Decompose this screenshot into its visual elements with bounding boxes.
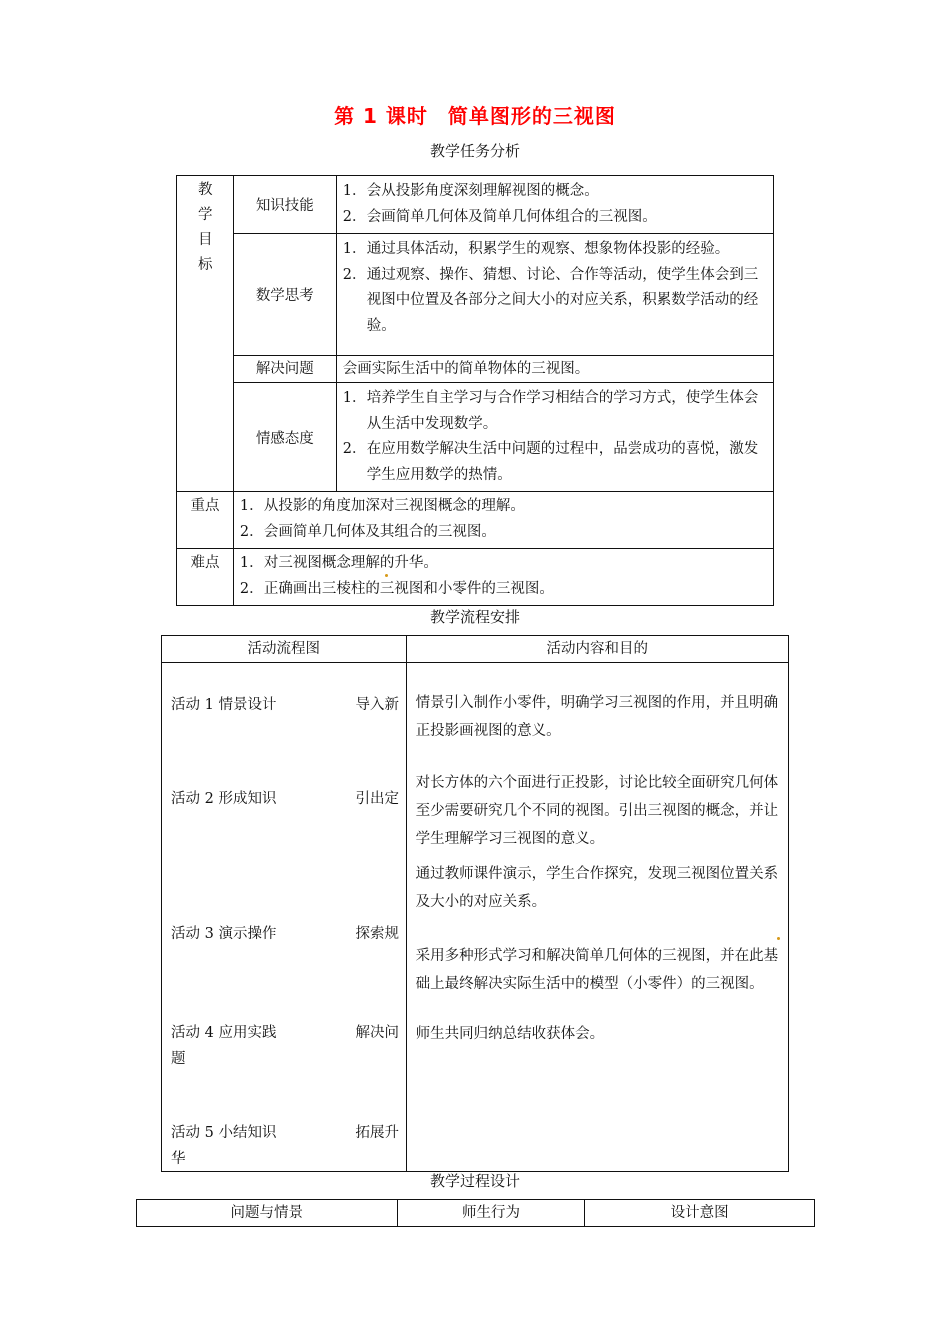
list-item: 1． 通过具体活动，积累学生的观察、想象物体投影的经验。: [342, 241, 730, 257]
goal-content-attitude: [336, 383, 773, 492]
section-task-analysis-heading: 教学任务分析: [429, 142, 520, 160]
task-analysis-table: [176, 175, 774, 606]
goal-content-thinking: [336, 234, 773, 356]
lesson-number: 第 1 课时: [334, 104, 428, 128]
activity-2: 活动 2 形成知识 引出定: [171, 791, 399, 807]
content-paragraph-3: 通过教师课件演示，学生合作探究，发现三视图位置关系及大小的对应关系。: [415, 866, 779, 910]
content-paragraph-4: 采用多种形式学习和解决简单几何体的三视图，并在此基础上最终解决实际生活中的模型（小零件）的三视图。: [415, 948, 779, 992]
goal-label-attitude: 情感态度: [233, 383, 336, 492]
list-item: 2． 正确画出三棱柱的三视图和小零件的三视图。: [239, 580, 554, 597]
content-paragraph-2: 对长方体的六个面进行正投影，讨论比较全面研究几何体至少需要研究几个不同的视图。引出三视图的概念，并让学生理解学习三视图的意义。: [415, 775, 779, 847]
activity-5: 活动 5 小结知识 拓展升 华: [171, 1125, 399, 1167]
key-points-content: [233, 492, 773, 549]
goal-label-knowledge: 知识技能: [233, 176, 336, 234]
page-title: [0, 100, 950, 129]
goal-content-problem-solving: 会画实际生活中的简单物体的三视图。: [336, 356, 773, 383]
activity-4: 活动 4 应用实践 解决问 题: [171, 1025, 399, 1067]
activity-1: 活动 1 情景设计 导入新: [171, 697, 399, 713]
activity-3: 活动 3 演示操作 探索规: [171, 926, 399, 942]
difficult-points-label: 难点: [177, 549, 234, 606]
content-paragraph-5: 师生共同归纳总结收获体会。: [415, 1026, 605, 1042]
process-header-intent: 设计意图: [585, 1200, 815, 1227]
list-item: 2． 会画简单几何体及其组合的三视图。: [239, 523, 496, 540]
flow-header-content: 活动内容和目的: [406, 636, 788, 663]
goals-category-cell: [177, 176, 234, 492]
list-item: 2． 通过观察、操作、猜想、讨论、合作等活动，使学生体会到三视图中位置及各部分之间大小的对应关系，积累数学活动的经验。: [342, 266, 759, 334]
activity-column: [162, 663, 407, 1172]
flow-header-chart: 活动流程图: [162, 636, 407, 663]
stray-dot-mark: [777, 937, 780, 940]
goals-category-label: 教学目标: [197, 182, 213, 273]
list-item: 1． 对三视图概念理解的升华。: [239, 555, 438, 571]
goal-content-knowledge: [336, 176, 773, 234]
list-item: 1． 会从投影角度深刻理解视图的概念。: [342, 183, 599, 199]
process-header-question: 问题与情景: [137, 1200, 398, 1227]
list-item: 1． 培养学生自主学习与合作学习相结合的学习方式，使学生体会从生活中发现数学。: [342, 390, 759, 432]
section-flow-heading: 教学流程安排: [429, 608, 520, 626]
teaching-flow-table: [161, 635, 789, 1172]
process-header-behavior: 师生行为: [397, 1200, 585, 1227]
list-item: 2． 在应用数学解决生活中问题的过程中，品尝成功的喜悦，激发学生应用数学的热情。: [342, 441, 759, 483]
list-item: 1． 从投影的角度加深对三视图概念的理解。: [239, 498, 525, 514]
goal-label-problem-solving: 解决问题: [233, 356, 336, 383]
goal-label-thinking: 数学思考: [233, 234, 336, 356]
lesson-topic: 简单图形的三视图: [447, 104, 616, 128]
content-paragraph-1: 情景引入制作小零件，明确学习三视图的作用，并且明确正投影画视图的意义。: [415, 695, 779, 739]
key-points-label: 重点: [177, 492, 234, 549]
difficult-points-content: [233, 549, 773, 606]
stray-dot-mark: [385, 574, 388, 577]
section-process-heading: 教学过程设计: [429, 1172, 520, 1190]
content-column: [406, 663, 788, 1172]
list-item: 2． 会画简单几何体及简单几何体组合的三视图。: [342, 208, 657, 225]
process-design-table: [136, 1199, 815, 1227]
